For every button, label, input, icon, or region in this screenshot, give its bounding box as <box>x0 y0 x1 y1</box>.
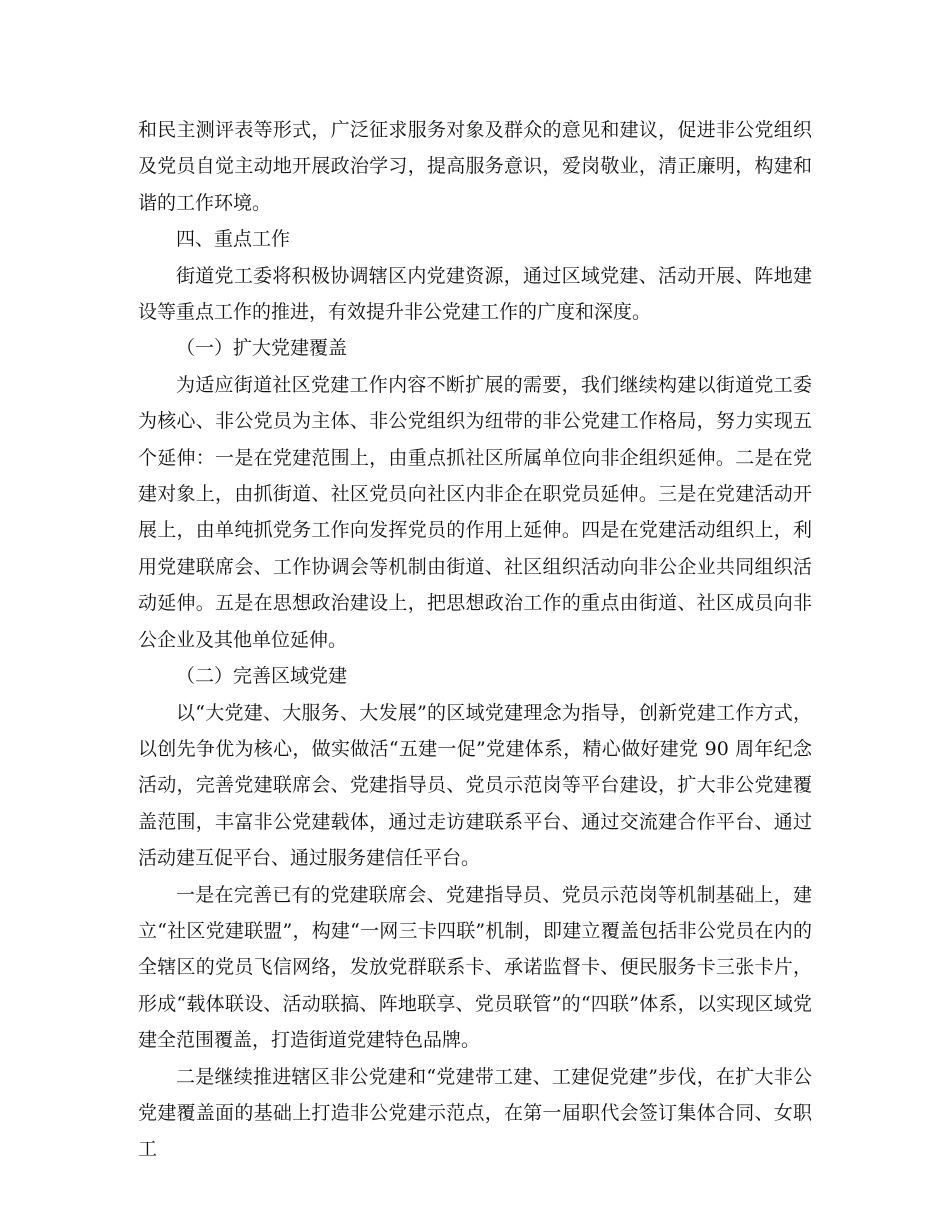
subsection-heading-regional-party-building: （二）完善区域党建 <box>176 665 348 688</box>
paragraph: 一是在完善已有的党建联席会、党建指导员、党员示范岗等机制基础上，建立“社区党建联盟”，构建“一网三卡四联”机制，即建立覆盖包括非公党员在内的全辖区的党员飞信网络，发放党群联系卡、承诺监督卡、便民服务卡三张卡片，形成“载体联设、活动联搞、阵地联享、党员联管”的“四联”体系，以实现区域党建全范围覆盖，打造街道党建特色品牌。 <box>138 883 812 1052</box>
paragraph: 街道党工委将积极协调辖区内党建资源，通过区域党建、活动开展、阵地建设等重点工作的推进，有效提升非公党建工作的广度和深度。 <box>138 264 812 324</box>
section-heading-key-work: 四、重点工作 <box>176 228 291 251</box>
paragraph: 为适应街道社区党建工作内容不断扩展的需要，我们继续构建以街道党工委为核心、非公党员为主体、非公党组织为纽带的非公党建工作格局，努力实现五个延伸：一是在党建范围上，由重点抓社区所属单位向非企组织延伸。二是在党建对象上，由抓街道、社区党员向社区内非企在职党员延伸。三是在党建活动开展上，由单纯抓党务工作向发挥党员的作用上延伸。四是在党建活动组织上，利用党建联席会、工作协调会等机制由街道、社区组织活动向非公企业共同组织活动延伸。五是在思想政治建设上，把思想政治工作的重点由街道、社区成员向非公企业及其他单位延伸。 <box>138 373 812 651</box>
paragraph: 以“大党建、大服务、大发展”的区域党建理念为指导，创新党建工作方式，以创先争优为核心，做实做活“五建一促”党建体系，精心做好建党 90 周年纪念活动，完善党建联席会、党建指导员、党员示范岗等平台建设，扩大非公党建覆盖范围，丰富非公党建载体，通过走访建联系平台、通过交流建合作平台、通过活动建互促平台、通过服务建信任平台。 <box>138 701 812 870</box>
subsection-heading-expand-coverage: （一）扩大党建覆盖 <box>176 337 348 360</box>
paragraph: 二是继续推进辖区非公党建和“党建带工建、工建促党建”步伐，在扩大非公党建覆盖面的基础上打造非公党建示范点，在第一届职代会签订集体合同、女职工 <box>138 1065 812 1161</box>
paragraph: 和民主测评表等形式，广泛征求服务对象及群众的意见和建议，促进非公党组织及党员自觉主动地开展政治学习，提高服务意识，爱岗敬业，清正廉明，构建和谐的工作环境。 <box>138 119 812 214</box>
